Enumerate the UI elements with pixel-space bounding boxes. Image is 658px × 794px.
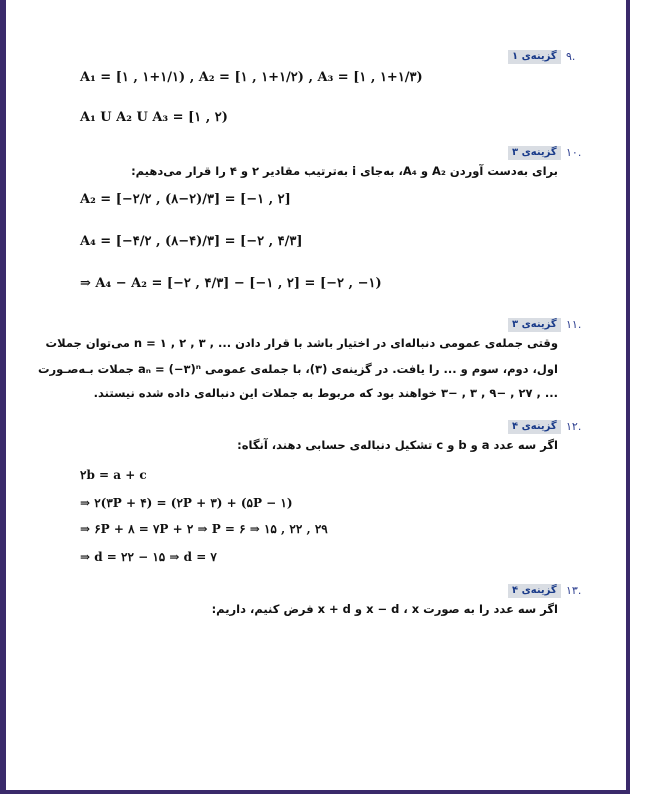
question-number: ۱۳. <box>566 584 582 597</box>
math-line: A₁ = [۱ , ۱+۱/۱) , A₂ = [۱ , ۱+۱/۲) , A₃ = [۱ , ۱+۱/۳) <box>80 70 423 85</box>
math-line: ۲b = a + c <box>80 468 147 482</box>
answer-badge: گزینه‌ی ۳ <box>508 318 561 332</box>
math-line: ⇒ A₄ − A₂ = [−۲ , ۴/۳] − [−۱ , ۲] = [−۲ , −۱) <box>80 276 382 291</box>
math-line: A₂ = [−۲/۲ , (۸−۲)/۳] = [−۱ , ۲] <box>80 192 291 207</box>
page-border-bottom <box>0 790 630 794</box>
math-line: A₁ U A₂ U A₃ = [۱ , ۲) <box>80 110 228 125</box>
question-number: ۱۲. <box>566 420 582 433</box>
question-text: اگر سه عدد a و b و c تشکیل دنباله‌ی حسابی دهند، آنگاه: <box>237 438 558 452</box>
math-line: ⇒ d = ۲۲ − ۱۵ ⇒ d = ۷ <box>80 550 217 564</box>
question-number: ۹. <box>566 50 576 63</box>
question-text: وقتی جمله‌ی عمومی دنباله‌ای در اختیار باشد با قرار دادن ... , ۳ , ۲ , ۱ = n می‌توان جملات <box>45 336 558 350</box>
math-line: ⇒ ۶P + ۸ = ۷P + ۲ ⇒ P = ۶ ⇒ ۱۵ , ۲۲ , ۲۹ <box>80 522 328 536</box>
math-line: A₄ = [−۴/۲ , (۸−۴)/۳] = [−۲ , ۴/۳] <box>80 234 303 249</box>
answer-badge: گزینه‌ی ۴ <box>508 584 561 598</box>
page-border-right <box>626 0 630 794</box>
question-number: ۱۰. <box>566 146 582 159</box>
question-text: برای به‌دست آوردن A₂ و A₄، به‌جای i به‌ترتیب مقادیر ۲ و ۴ را قرار می‌دهیم: <box>131 164 558 178</box>
math-line: ⇒ ۲(۳P + ۴) = (۲P + ۳) + (۵P − ۱) <box>80 496 293 510</box>
answer-badge: گزینه‌ی ۳ <box>508 146 561 160</box>
answer-badge: گزینه‌ی ۴ <box>508 420 561 434</box>
question-text: اول، دوم، سوم و ... را یافت. در گزینه‌ی (۳)، با جمله‌ی عمومی aₙ = (−۳)ⁿ جملات بـه‌صـورت <box>38 362 558 376</box>
page-border-left <box>0 0 6 794</box>
question-text: اگر سه عدد را به صورت x − d ، x و x + d فرض کنیم، داریم: <box>211 602 558 616</box>
answer-badge: گزینه‌ی ۱ <box>508 50 561 64</box>
question-text: ... , ۲۷ , −۹ , ۳ , −۳ خواهند بود که مربوط به جملات این دنباله‌ی داده شده نیستند. <box>93 386 558 400</box>
question-number: ۱۱. <box>566 318 582 331</box>
